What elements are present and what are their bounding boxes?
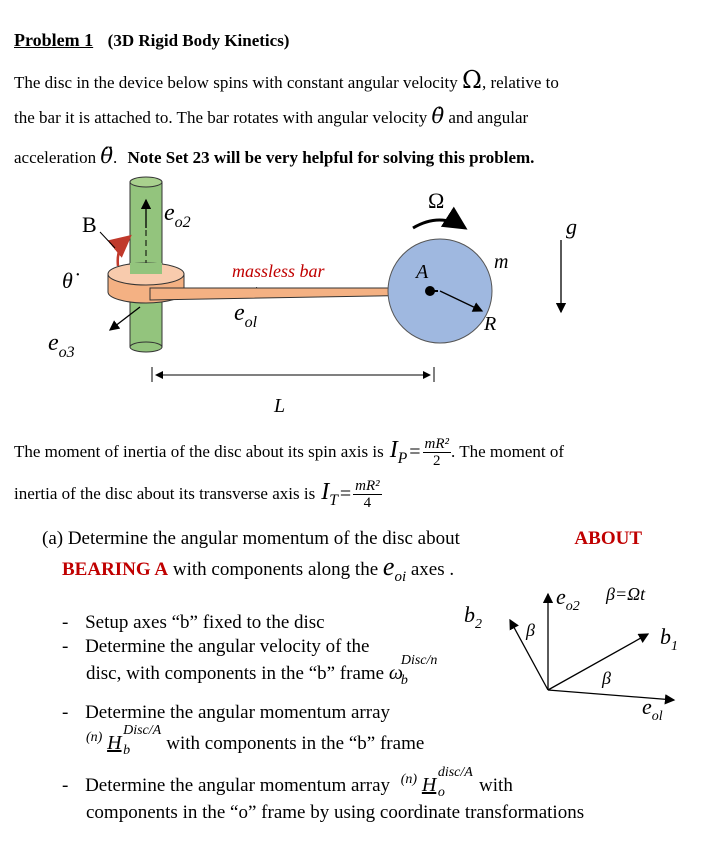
label-m: m [494, 251, 509, 273]
rod-bottom [130, 342, 162, 352]
axis-e-o1 [548, 690, 674, 700]
inertia-I-T: $I_T$ [321, 478, 338, 509]
label-e-o2-small: $e_{o2}$ [556, 584, 580, 614]
step-3: - Determine the angular momentum array [62, 702, 391, 723]
problem-number: Problem 1 [14, 30, 94, 50]
note-set: Note Set 23 will be very helpful for solving this problem. [127, 148, 535, 167]
theta-ddot-symbol: θ̈ [100, 144, 114, 168]
intro-line-2: the bar it is attached to. The bar rotates with angular velocity θ̇ and angular [14, 104, 529, 128]
problem-topic: (3D Rigid Body Kinetics) [107, 31, 290, 50]
label-R: R [484, 313, 497, 335]
step-3-cont: $^{(n)}$ H Disc/A b with components in the “b” frame [86, 723, 425, 758]
label-L: L [274, 395, 286, 417]
step-1: - Setup axes “b” fixed to the disc [62, 612, 325, 633]
H-o-symbol: H disc/A o [421, 765, 473, 800]
step-2: - Determine the angular velocity of the [62, 636, 370, 657]
intro-line-3: acceleration θ̈. Note Set 23 will be very helpful for solving this problem. [14, 144, 535, 168]
page-title [14, 30, 289, 51]
fraction-T: $\frac{\text{mR²}}{4}$ [355, 477, 380, 511]
label-e-o3: $e_{o3}$ [48, 330, 75, 361]
theta-dot-symbol: θ̇ [431, 104, 445, 128]
device-figure [0, 170, 708, 430]
rod-top [130, 177, 162, 187]
part-a-line-2: BEARING A with components along the $e_{oi}$ axes . [62, 552, 455, 586]
axis-b1 [548, 634, 648, 690]
label-massless-bar: massless bar [232, 261, 325, 281]
step-4-cont: components in the “o” frame by using coordinate transformations [86, 802, 585, 823]
e-oi-symbol: $e_{oi}$ [382, 552, 407, 586]
theta-dot-rotation-arrow [118, 238, 128, 266]
part-a-line-1: (a) Determine the angular momentum of the disc about ABOUT [42, 528, 642, 549]
label-A: A [416, 261, 429, 283]
label-B: B [82, 212, 97, 237]
label-e-o1-small: $e_{ol}$ [642, 694, 663, 724]
intro-line-1: The disc in the device below spins with constant angular velocity Ω, relative to [14, 66, 559, 94]
label-theta-dot: θ̇ [62, 268, 73, 293]
beta-equation: β=Ωt [606, 584, 646, 604]
label-e-o1: $e_{ol}$ [234, 300, 258, 331]
inertia-line-2: inertia of the disc about its transverse axis is $I_T$ = $\frac{\text{mR²}}{4}$ [14, 477, 380, 511]
label-b2: $b_2$ [464, 602, 482, 632]
label-beta-upper: β [526, 620, 535, 640]
axes-rotation-diagram [464, 572, 708, 732]
label-Omega: Ω [428, 188, 445, 213]
about-highlight: ABOUT [574, 528, 642, 549]
label-e-o2: $e_{o2}$ [164, 200, 191, 231]
step-4: - Determine the angular momentum array $^{(n)}$ H disc/A o with [62, 765, 513, 800]
omega-b-symbol: ω Disc/n b [388, 653, 438, 688]
omega-symbol: Ω [462, 66, 482, 94]
inertia-line-1: The moment of inertia of the disc about its spin axis is $I_P$ = $\frac{\text{mR²}}{2}$ . The moment of [14, 435, 564, 469]
inertia-I-P: $I_P$ [389, 436, 408, 467]
label-b1: $b_1$ [660, 624, 678, 654]
bearing-a-highlight: BEARING A [62, 559, 169, 580]
fraction-P: $\frac{\text{mR²}}{2}$ [424, 435, 449, 469]
H-b-symbol: H Disc/A b [107, 723, 162, 758]
label-beta-lower: β [602, 668, 611, 688]
label-g: g [566, 214, 577, 239]
step-2-cont: disc, with components in the “b” frame ω Disc/n b [86, 653, 438, 688]
omega-spin-arrow [413, 220, 465, 228]
